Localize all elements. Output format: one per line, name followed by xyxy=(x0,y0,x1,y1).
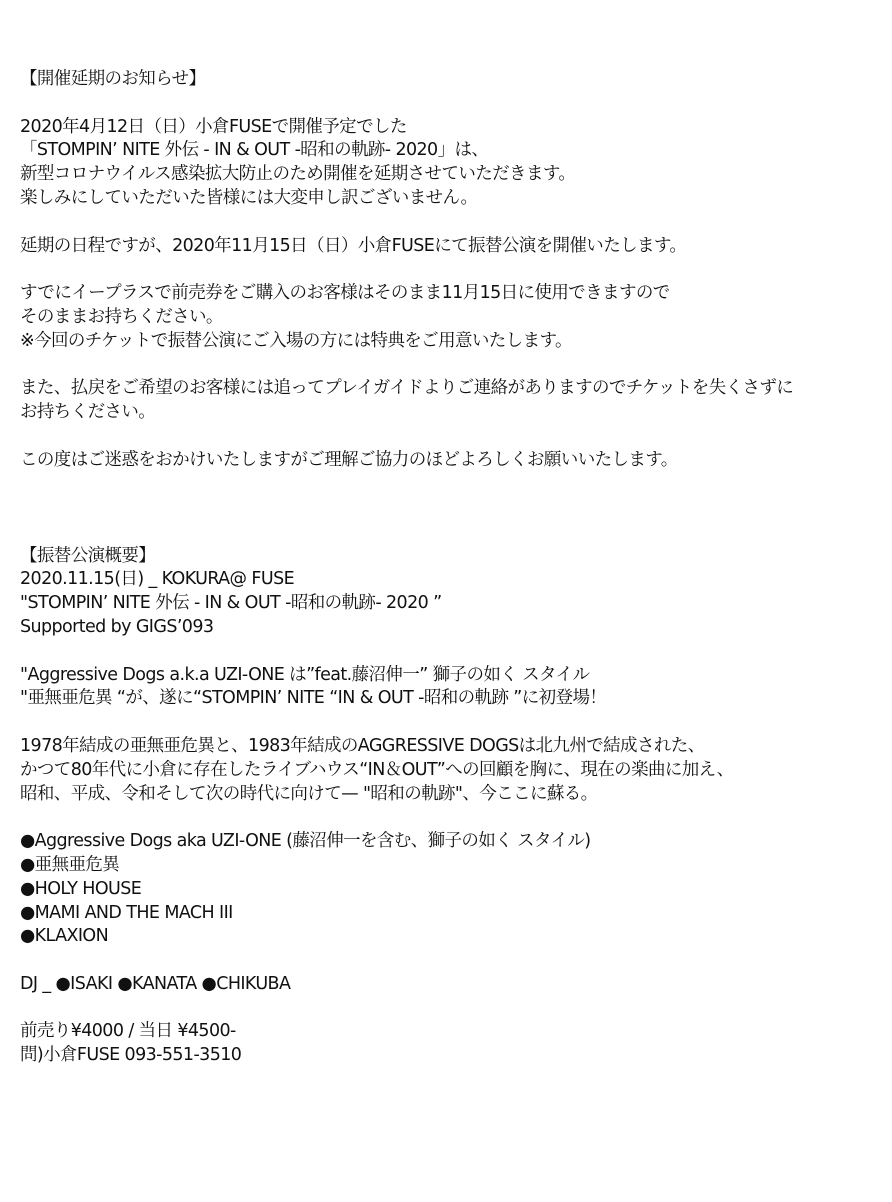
notice-line: 新型コロナウイルス感染拡大防止のため開催を延期させていただきます。 xyxy=(20,164,576,185)
tagline-line: "亜無亜危異 “が、遂に“STOMPIN’ NITE “IN & OUT -昭和の軌跡 ”に初登場！ xyxy=(20,688,607,709)
postponement-notice xyxy=(20,68,880,473)
event-title: "STOMPIN’ NITE 外伝 - IN & OUT -昭和の軌跡- 2020 ” xyxy=(20,593,442,614)
notice-line: そのままお持ちください。 xyxy=(20,306,223,327)
lineup-item: ●KLAXION xyxy=(20,926,109,947)
document-page xyxy=(20,68,880,1068)
notice-line: 延期の日程ですが、2020年11月15日（日）小倉FUSEにて振替公演を開催いたします。 xyxy=(20,235,687,256)
event-summary xyxy=(20,545,880,1069)
description-line: 昭和、平成、令和そして次の時代に向けて— "昭和の軌跡"、今ここに蘇る。 xyxy=(20,783,598,804)
notice-line: すでにイープラスで前売券をご購入のお客様はそのまま11月15日に使用できますので xyxy=(20,283,670,304)
event-supporter: Supported by GIGS’093 xyxy=(20,616,214,637)
event-date-venue: 2020.11.15(日) _ KOKURA@ FUSE xyxy=(20,569,295,590)
dj-lineup: DJ _ ●ISAKI ●KANATA ●CHIKUBA xyxy=(20,973,291,994)
notice-line: 「STOMPIN’ NITE 外伝 - IN & OUT -昭和の軌跡- 2020」は、 xyxy=(20,140,489,161)
notice-line: この度はご迷惑をおかけいたしますがご理解ご協力のほどよろしくお願いいたします。 xyxy=(20,449,678,470)
lineup-item: ●亜無亜危異 xyxy=(20,854,120,875)
ticket-price: 前売り¥4000 / 当日 ¥4500- xyxy=(20,1021,236,1042)
description-line: 1978年結成の亜無亜危異と、1983年結成のAGGRESSIVE DOGSは北九州で結成された、 xyxy=(20,735,705,756)
notice-line: 2020年4月12日（日）小倉FUSEで開催予定でした xyxy=(20,116,407,137)
notice-line: 楽しみにしていただいた皆様には大変申し訳ございません。 xyxy=(20,187,478,208)
notice-line: ※今回のチケットで振替公演にご入場の方には特典をご用意いたします。 xyxy=(20,330,572,351)
description-line: かつて80年代に小倉に存在したライブハウス“IN＆OUT”への回顧を胸に、現在の楽曲に加え、 xyxy=(20,759,734,780)
notice-line: お持ちください。 xyxy=(20,402,156,423)
lineup-item: ●Aggressive Dogs aka UZI-ONE (藤沼伸一を含む、獅子の如く スタイル) xyxy=(20,831,591,852)
contact-info: 問)小倉FUSE 093-551-3510 xyxy=(20,1045,242,1066)
tagline-line: "Aggressive Dogs a.k.a UZI-ONE は”feat.藤沼伸一” 獅子の如く スタイル xyxy=(20,664,590,685)
lineup-item: ●MAMI AND THE MACH III xyxy=(20,902,233,923)
notice-heading: 【開催延期のお知らせ】 xyxy=(20,69,206,89)
summary-heading: 【振替公演概要】 xyxy=(20,545,156,566)
notice-line: また、払戻をご希望のお客様には追ってプレイガイドよりご連絡がありますのでチケットを失くさずに xyxy=(20,378,794,399)
lineup-item: ●HOLY HOUSE xyxy=(20,878,142,899)
